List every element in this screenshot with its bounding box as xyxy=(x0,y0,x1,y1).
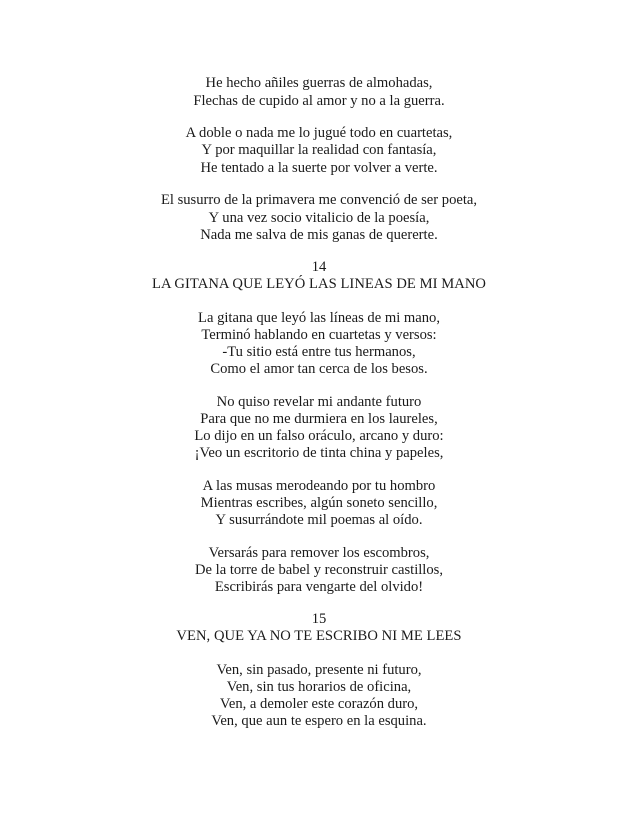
verse-line: La gitana que leyó las líneas de mi mano, xyxy=(198,310,440,326)
verse-line: Terminó hablando en cuartetas y versos: xyxy=(201,327,437,343)
verse-line: Flechas de cupido al amor y no a la guerra. xyxy=(193,93,445,109)
verse-line: He tentado a la suerte por volver a verte. xyxy=(200,160,438,176)
verse-line: Y por maquillar la realidad con fantasía, xyxy=(201,142,437,158)
verse-line: -Tu sitio está entre tus hermanos, xyxy=(222,344,416,360)
verse-line: Versarás para remover los escombros, xyxy=(208,545,430,561)
verse-line: Mientras escribes, algún soneto sencillo, xyxy=(200,495,438,511)
verse-line: Para que no me durmiera en los laureles, xyxy=(200,411,438,427)
verse-line: A doble o nada me lo jugué todo en cuartetas, xyxy=(185,125,453,141)
verse-line: No quiso revelar mi andante futuro xyxy=(216,394,422,410)
poem-title: LA GITANA QUE LEYÓ LAS LINEAS DE MI MANO xyxy=(151,276,487,292)
verse-line: Ven, a demoler este corazón duro, xyxy=(219,696,419,712)
verse-line: El susurro de la primavera me convenció de ser poeta, xyxy=(160,192,478,208)
poem-number: 15 xyxy=(311,611,327,627)
verse-line: Ven, que aun te espero en la esquina. xyxy=(211,713,427,729)
verse-line: Como el amor tan cerca de los besos. xyxy=(210,361,428,377)
verse-line: Y una vez socio vitalicio de la poesía, xyxy=(208,210,430,226)
verse-line: Lo dijo en un falso oráculo, arcano y duro: xyxy=(194,428,444,444)
verse-line: He hecho añiles guerras de almohadas, xyxy=(205,75,433,91)
verse-line: Y susurrándote mil poemas al oído. xyxy=(215,512,423,528)
verse-line: Escribirás para vengarte del olvido! xyxy=(214,579,424,595)
verse-line: ¡Veo un escritorio de tinta china y papeles, xyxy=(194,445,444,461)
verse-line: Nada me salva de mis ganas de quererte. xyxy=(200,227,438,243)
verse-line: Ven, sin tus horarios de oficina, xyxy=(226,679,412,695)
poem-title: VEN, QUE YA NO TE ESCRIBO NI ME LEES xyxy=(176,628,462,644)
verse-line: A las musas merodeando por tu hombro xyxy=(202,478,436,494)
verse-line: De la torre de babel y reconstruir castillos, xyxy=(194,562,443,578)
verse-line: Ven, sin pasado, presente ni futuro, xyxy=(216,662,422,678)
poem-number: 14 xyxy=(311,259,327,275)
